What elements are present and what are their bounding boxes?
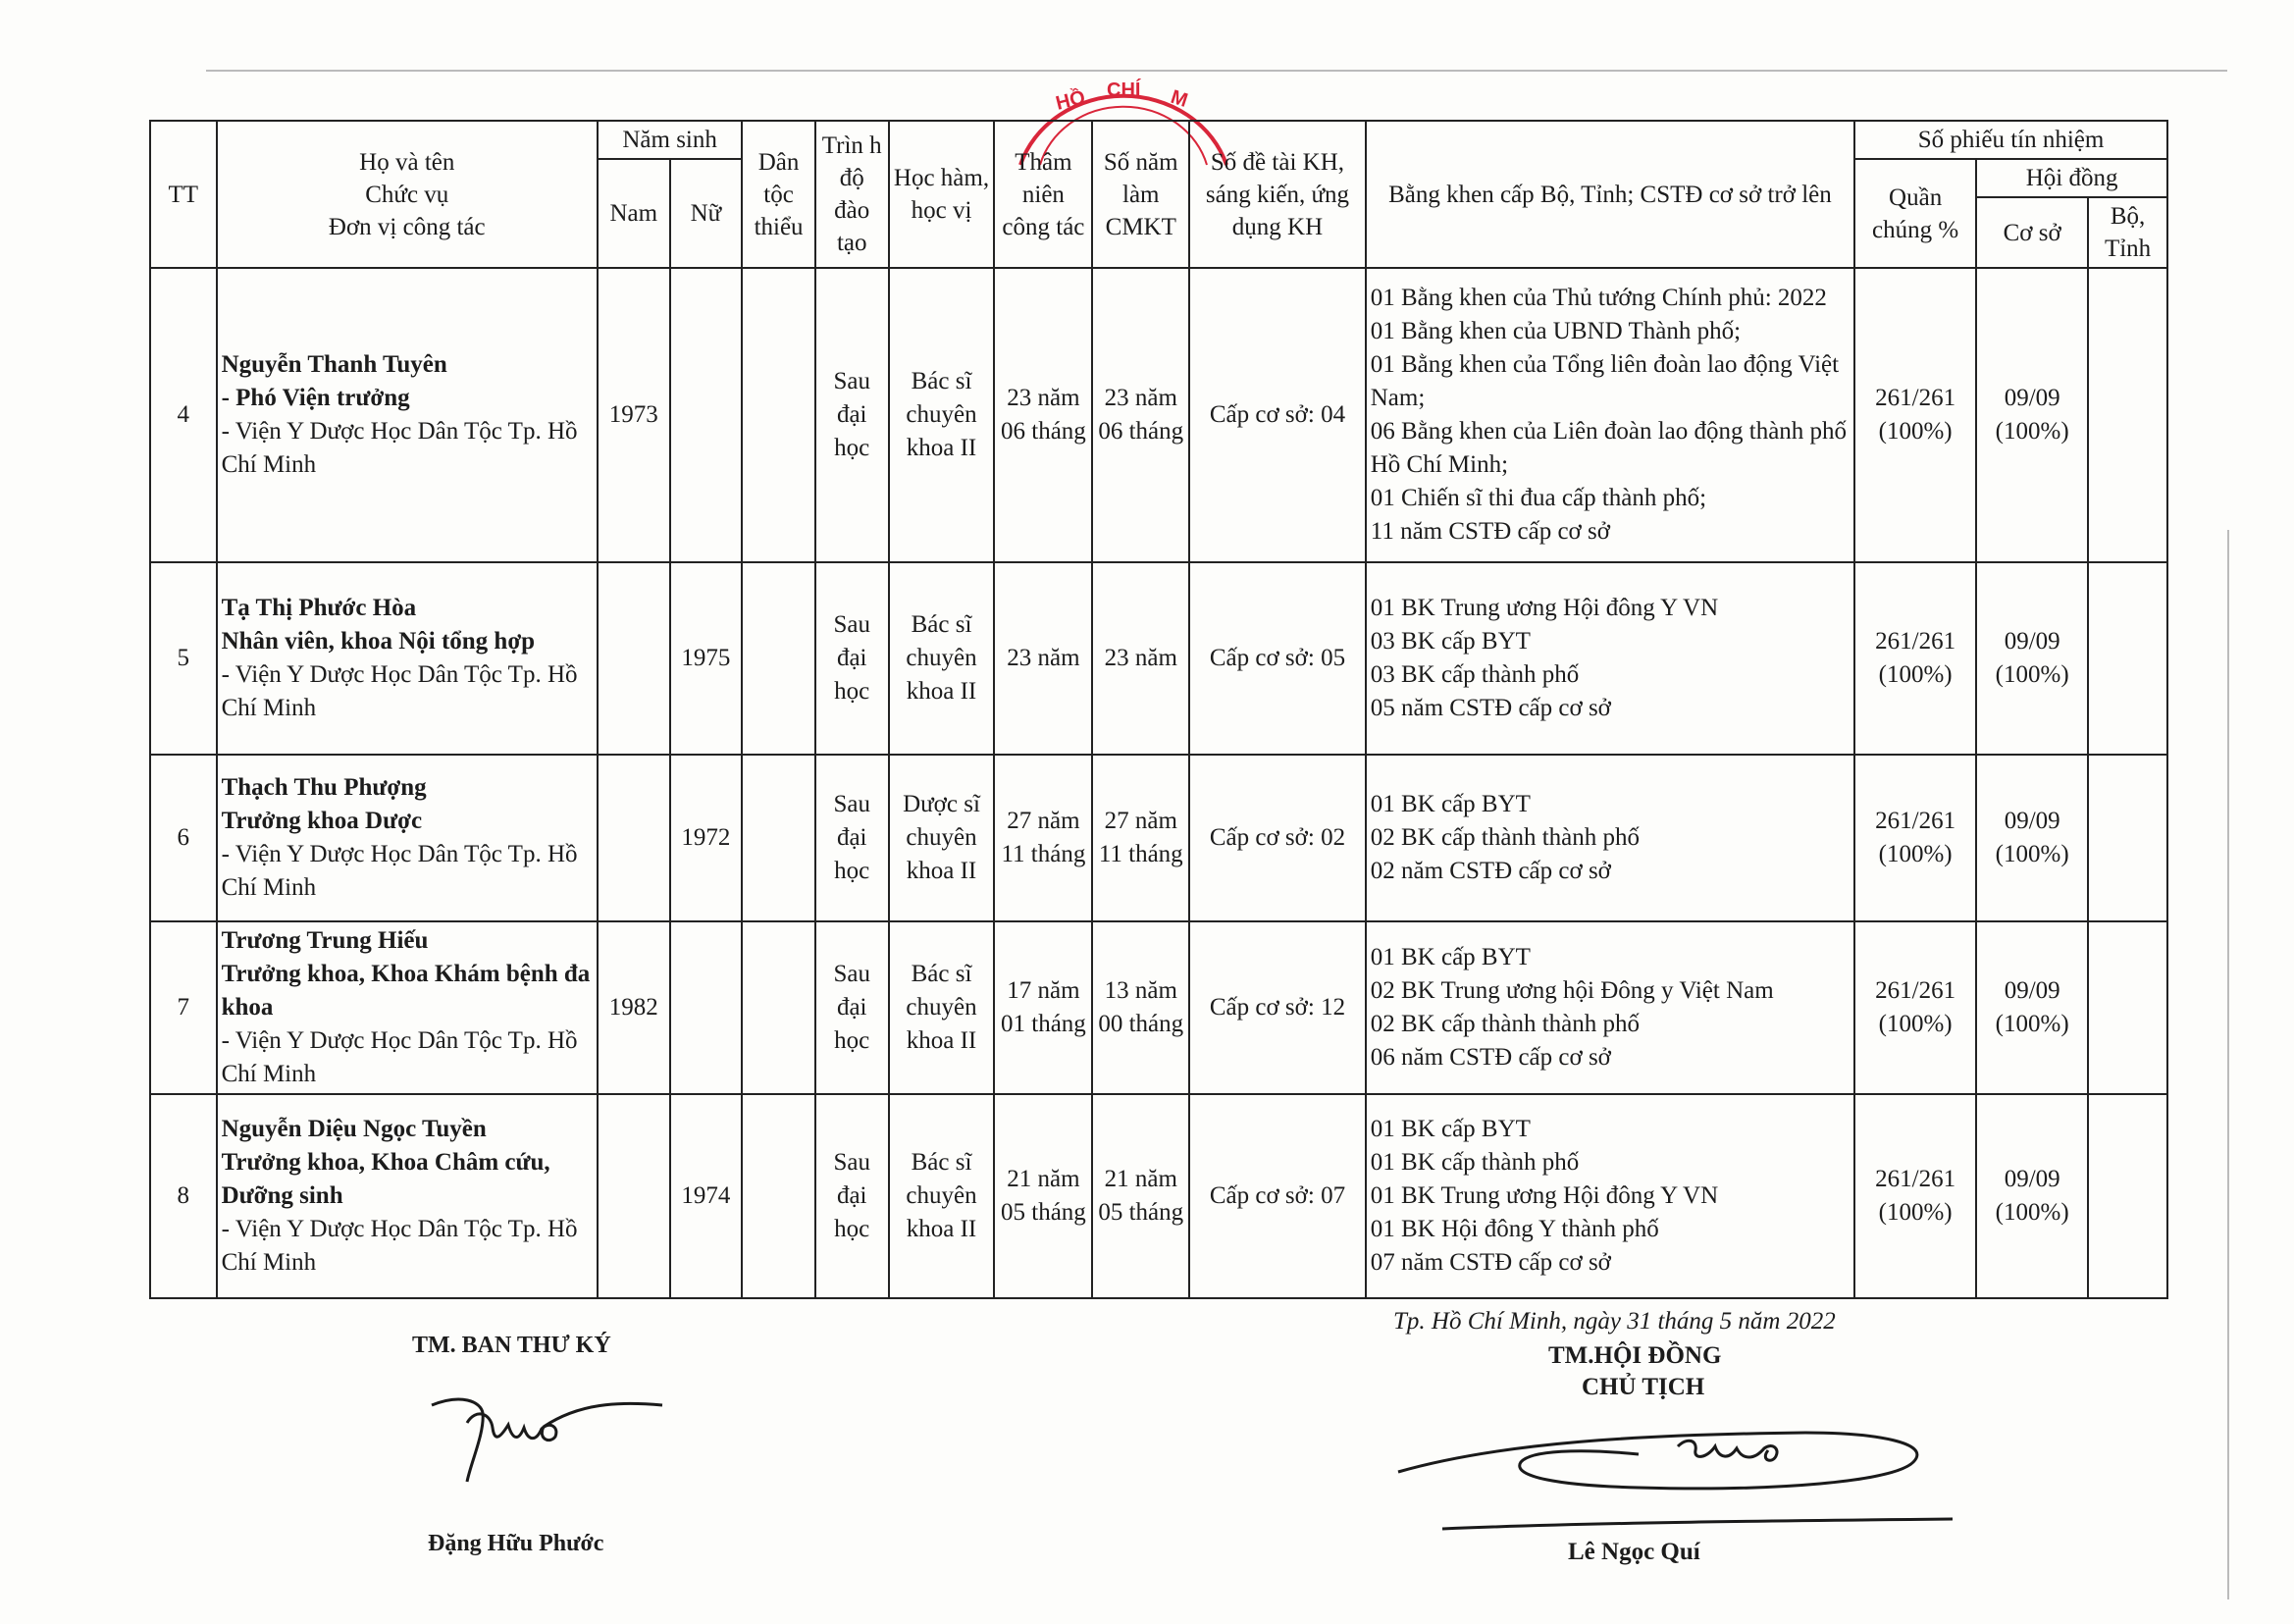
header-council: Hội đồng [1976,159,2167,197]
cell-male-year [598,755,670,921]
header-years-cmkt: Số năm làm CMKT [1092,121,1189,268]
table-row [150,562,2167,755]
award-line: 01 BK cấp BYT [1370,944,1531,970]
table-row [150,268,2167,562]
person-unit: - Viện Y Dược Học Dân Tộc Tp. Hồ Chí Minh [221,841,578,901]
council-title: TM.HỘI ĐỒNG [1548,1342,1722,1369]
award-line: 01 Bằng khen của Tổng liên đoàn lao động Việt Nam; [1370,351,1840,411]
cell-public-votes: 261/261 (100%) [1854,562,1976,755]
cell-ministry [2088,1094,2167,1298]
secretary-title: TM. BAN THƯ KÝ [412,1333,611,1358]
cell-name [217,268,598,562]
award-line: 05 năm CSTĐ cấp cơ sở [1370,695,1611,721]
header-council-ministry: Bộ, Tỉnh [2088,197,2167,268]
cell-seniority: 17 năm 01 tháng [994,921,1092,1094]
cell-ethnic [742,1094,815,1298]
cell-research: Cấp cơ sở: 07 [1189,1094,1366,1298]
cell-education: Sau đại học [815,921,889,1094]
header-education: Trìn h độ đào tạo [815,121,889,268]
person-name: Trương Trung Hiếu [221,927,429,954]
cell-research: Cấp cơ sở: 05 [1189,562,1366,755]
award-line: 01 BK Trung ương Hội đông Y VN [1370,1182,1719,1209]
person-name: Tạ Thị Phước Hòa [221,595,417,621]
cell-ministry [2088,755,2167,921]
cell-awards [1366,1094,1854,1298]
award-line: 01 BK cấp BYT [1370,1116,1531,1142]
cell-ethnic [742,921,815,1094]
chairman-title: CHỦ TỊCH [1582,1374,1705,1400]
page-right-rule [2227,530,2229,1599]
cell-public-votes: 261/261 (100%) [1854,755,1976,921]
cell-research: Cấp cơ sở: 04 [1189,268,1366,562]
header-name: Họ và tên Chức vụ Đơn vị công tác [217,121,598,268]
table-row [150,755,2167,921]
cell-degree: Bác sĩ chuyên khoa II [889,562,995,755]
secretary-signature [422,1384,667,1492]
cell-awards [1366,921,1854,1094]
cell-tt: 6 [150,755,217,921]
award-line: 01 Bằng khen của UBND Thành phố; [1370,318,1742,344]
award-line: 01 BK cấp BYT [1370,791,1531,817]
cell-years-cmkt: 23 năm [1092,562,1189,755]
header-awards: Bằng khen cấp Bộ, Tỉnh; CSTĐ cơ sở trở lên [1366,121,1854,268]
header-research: Số đề tài KH, sáng kiến, ứng dụng KH [1189,121,1366,268]
person-position: - Phó Viện trưởng [221,385,410,411]
cell-tt: 7 [150,921,217,1094]
person-unit: - Viện Y Dược Học Dân Tộc Tp. Hồ Chí Minh [221,1216,578,1276]
award-line: 06 Bằng khen của Liên đoàn lao động thành phố Hồ Chí Minh; [1370,418,1848,478]
cell-degree: Dược sĩ chuyên khoa II [889,755,995,921]
cell-name [217,1094,598,1298]
person-unit: - Viện Y Dược Học Dân Tộc Tp. Hồ Chí Minh [221,661,578,721]
person-unit: - Viện Y Dược Học Dân Tộc Tp. Hồ Chí Minh [221,418,578,478]
header-seniority: Thâm niên công tác [994,121,1092,268]
cell-degree: Bác sĩ chuyên khoa II [889,921,995,1094]
header-public-pct: Quần chúng % [1854,159,1976,268]
cell-female-year [670,921,743,1094]
cell-public-votes: 261/261 (100%) [1854,921,1976,1094]
svg-text:CHÍ: CHÍ [1107,79,1141,101]
cell-ethnic [742,268,815,562]
cell-ministry [2088,268,2167,562]
cell-public-votes: 261/261 (100%) [1854,268,1976,562]
person-position: Nhân viên, khoa Nội tổng hợp [221,628,536,655]
cell-awards [1366,268,1854,562]
cell-female-year: 1974 [670,1094,743,1298]
award-line: 02 năm CSTĐ cấp cơ sở [1370,858,1611,884]
award-line: 07 năm CSTĐ cấp cơ sở [1370,1249,1611,1276]
cell-awards [1366,755,1854,921]
cell-research: Cấp cơ sở: 12 [1189,921,1366,1094]
chairman-name: Lê Ngọc Quí [1568,1539,1700,1565]
cell-education: Sau đại học [815,1094,889,1298]
header-votes: Số phiếu tín nhiệm [1854,121,2167,159]
award-line: 02 BK Trung ương hội Đông y Việt Nam [1370,977,1774,1004]
svg-text:HỒ: HỒ [1053,86,1088,115]
cell-name [217,921,598,1094]
award-line: 02 BK cấp thành thành phố [1370,824,1641,851]
person-position: Trưởng khoa Dược [221,808,423,834]
cell-seniority: 21 năm 05 tháng [994,1094,1092,1298]
person-name: Thạch Thu Phượng [221,774,427,801]
cell-years-cmkt: 13 năm 00 tháng [1092,921,1189,1094]
cell-ethnic [742,755,815,921]
header-tt: TT [150,121,217,268]
cell-education: Sau đại học [815,268,889,562]
cell-ministry [2088,921,2167,1094]
header-male: Nam [598,159,670,268]
cell-years-cmkt: 23 năm 06 tháng [1092,268,1189,562]
cell-research: Cấp cơ sở: 02 [1189,755,1366,921]
header-council-base: Cơ sở [1976,197,2088,268]
person-name: Nguyễn Diệu Ngọc Tuyền [221,1116,487,1142]
cell-tt: 8 [150,1094,217,1298]
cell-ministry [2088,562,2167,755]
cell-name [217,755,598,921]
cell-years-cmkt: 21 năm 05 tháng [1092,1094,1189,1298]
svg-text:M: M [1168,85,1191,112]
cell-ethnic [742,562,815,755]
cell-tt: 4 [150,268,217,562]
cell-degree: Bác sĩ chuyên khoa II [889,268,995,562]
award-line: 01 Chiến sĩ thi đua cấp thành phố; [1370,485,1707,511]
person-name: Nguyễn Thanh Tuyên [221,351,447,378]
cell-name [217,562,598,755]
cell-degree: Bác sĩ chuyên khoa II [889,1094,995,1298]
award-line: 03 BK cấp thành phố [1370,661,1580,688]
cell-seniority: 27 năm 11 tháng [994,755,1092,921]
cell-council-votes: 09/09 (100%) [1976,268,2088,562]
cell-male-year [598,562,670,755]
cell-tt: 5 [150,562,217,755]
cell-female-year: 1972 [670,755,743,921]
header-degree: Học hàm, học vị [889,121,995,268]
candidate-table [149,120,2168,1299]
cell-female-year: 1975 [670,562,743,755]
person-position: Trưởng khoa, Khoa Khám bệnh đa khoa [221,961,591,1021]
header-female: Nữ [670,159,743,268]
award-line: 02 BK cấp thành thành phố [1370,1011,1641,1037]
cell-council-votes: 09/09 (100%) [1976,562,2088,755]
person-position: Trưởng khoa, Khoa Châm cứu, Dưỡng sinh [221,1149,550,1209]
table-row [150,1094,2167,1298]
award-line: 11 năm CSTĐ cấp cơ sở [1370,518,1610,545]
date-line: Tp. Hồ Chí Minh, ngày 31 tháng 5 năm 2022 [1393,1308,1836,1335]
header-birth-year: Năm sinh [598,121,742,159]
cell-male-year: 1982 [598,921,670,1094]
cell-female-year [670,268,743,562]
cell-council-votes: 09/09 (100%) [1976,755,2088,921]
award-line: 01 BK cấp thành phố [1370,1149,1580,1176]
award-line: 01 BK Trung ương Hội đông Y VN [1370,595,1719,621]
chairman-signature [1383,1403,1962,1550]
cell-male-year: 1973 [598,268,670,562]
award-line: 03 BK cấp BYT [1370,628,1531,655]
award-line: 01 Bằng khen của Thủ tướng Chính phủ: 2022 [1370,285,1827,311]
cell-council-votes: 09/09 (100%) [1976,921,2088,1094]
person-unit: - Viện Y Dược Học Dân Tộc Tp. Hồ Chí Minh [221,1027,578,1087]
table-row [150,921,2167,1094]
award-line: 06 năm CSTĐ cấp cơ sở [1370,1044,1611,1071]
cell-years-cmkt: 27 năm 11 tháng [1092,755,1189,921]
cell-education: Sau đại học [815,755,889,921]
header-ethnic: Dân tộc thiểu [742,121,815,268]
cell-council-votes: 09/09 (100%) [1976,1094,2088,1298]
cell-seniority: 23 năm 06 tháng [994,268,1092,562]
cell-male-year [598,1094,670,1298]
cell-awards [1366,562,1854,755]
award-line: 01 BK Hội đông Y thành phố [1370,1216,1659,1242]
cell-education: Sau đại học [815,562,889,755]
cell-public-votes: 261/261 (100%) [1854,1094,1976,1298]
secretary-name: Đặng Hữu Phước [428,1531,604,1556]
cell-seniority: 23 năm [994,562,1092,755]
